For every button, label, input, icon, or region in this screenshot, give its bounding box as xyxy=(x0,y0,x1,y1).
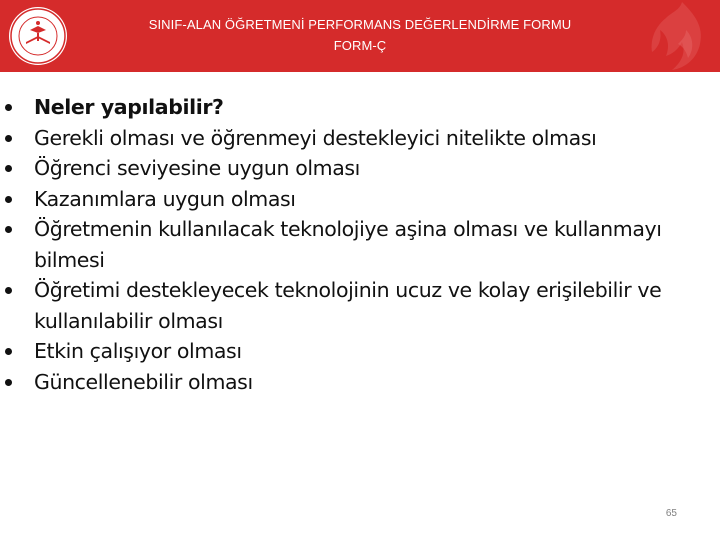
bullet-text: Etkin çalışıyor olması xyxy=(34,339,242,363)
bullet-list xyxy=(0,92,700,397)
bullet-dot-icon xyxy=(5,135,12,142)
bullet-dot-icon xyxy=(5,348,12,355)
bullet-text: Öğrenci seviyesine uygun olması xyxy=(34,156,360,180)
slide-number: 65 xyxy=(665,508,677,519)
slide-header xyxy=(0,0,720,72)
bullet-dot-icon xyxy=(5,287,12,294)
bullet-item xyxy=(0,367,700,398)
bullet-text: Güncellenebilir olması xyxy=(34,369,253,394)
meb-logo-icon xyxy=(8,6,68,66)
bullet-item xyxy=(0,336,700,367)
bullet-item xyxy=(0,92,700,123)
bullet-dot-icon xyxy=(5,104,12,111)
bullet-text: Öğretimi destekleyecek teknolojinin ucuz ve kolay erişilebilir ve kullanılabilir olması xyxy=(34,278,662,333)
bullet-dot-icon xyxy=(5,196,12,203)
slide-title-line1: SINIF-ALAN ÖĞRETMENİ PERFORMANS DEĞERLENDİRME FORMU xyxy=(148,17,572,32)
bullet-text: Öğretmenin kullanılacak teknolojiye aşina olması ve kullanmayı bilmesi xyxy=(34,217,662,272)
bullet-item xyxy=(0,123,700,154)
flame-watermark-icon xyxy=(642,0,714,72)
bullet-item xyxy=(0,275,700,336)
bullet-text: Kazanımlara uygun olması xyxy=(34,186,296,211)
slide-title-line2: FORM-Ç xyxy=(333,38,387,53)
bullet-item xyxy=(0,214,700,275)
bullet-item xyxy=(0,153,700,184)
bullet-dot-icon xyxy=(5,165,12,172)
slide-title xyxy=(80,14,640,56)
bullet-dot-icon xyxy=(5,226,12,233)
bullet-text: Gerekli olması ve öğrenmeyi destekleyici nitelikte olması xyxy=(34,125,597,150)
bullet-dot-icon xyxy=(5,379,12,386)
bullet-text: Neler yapılabilir? xyxy=(34,95,224,119)
bullet-item xyxy=(0,184,700,215)
